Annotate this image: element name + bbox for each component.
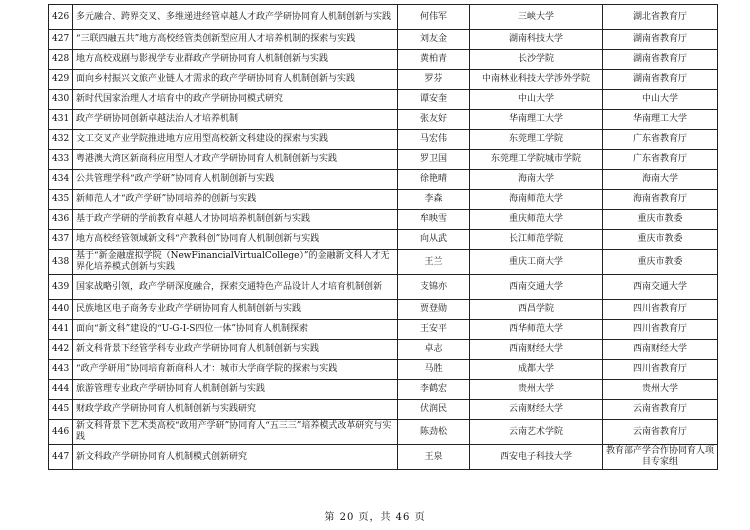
table-row: [49, 230, 718, 250]
institution-name: 海南师范大学: [470, 190, 603, 210]
table-row: [49, 50, 718, 70]
project-title: 新师范人才“政产学研”协同培养的创新与实践: [73, 190, 398, 210]
table-row: [49, 210, 718, 230]
table-row: [49, 300, 718, 320]
recommending-department: 教育部产学合作协同育人项目专家组: [603, 445, 718, 470]
project-leader: 牟映雪: [398, 210, 470, 230]
institution-name: 重庆工商大学: [470, 250, 603, 275]
table-row: [49, 380, 718, 400]
project-table-body: [49, 5, 718, 470]
project-leader: 李鹤宏: [398, 380, 470, 400]
project-leader: 王安平: [398, 320, 470, 340]
institution-name: 东莞理工学院: [470, 130, 603, 150]
institution-name: 长江师范学院: [470, 230, 603, 250]
institution-name: 湖南科技大学: [470, 30, 603, 50]
project-leader: 刘友金: [398, 30, 470, 50]
project-leader: 贾登勋: [398, 300, 470, 320]
project-title: 政产学研协同创新卓越法治人才培养机制: [73, 110, 398, 130]
project-title: 财政学政产学研协同育人机制创新与实践研究: [73, 400, 398, 420]
institution-name: 华南理工大学: [470, 110, 603, 130]
table-row: [49, 90, 718, 110]
row-number: 431: [49, 110, 73, 130]
project-leader: 王泉: [398, 445, 470, 470]
recommending-department: 重庆市教委: [603, 230, 718, 250]
project-title: 民族地区电子商务专业政产学研协同育人机制创新与实践: [73, 300, 398, 320]
institution-name: 中山大学: [470, 90, 603, 110]
institution-name: 成都大学: [470, 360, 603, 380]
table-row: [49, 170, 718, 190]
row-number: 443: [49, 360, 73, 380]
recommending-department: 湖南省教育厅: [603, 50, 718, 70]
row-number: 433: [49, 150, 73, 170]
table-row: [49, 130, 718, 150]
institution-name: 重庆师范大学: [470, 210, 603, 230]
table-row: [49, 150, 718, 170]
recommending-department: 四川省教育厅: [603, 360, 718, 380]
recommending-department: 重庆市教委: [603, 210, 718, 230]
project-leader: 王兰: [398, 250, 470, 275]
recommending-department: 四川省教育厅: [603, 320, 718, 340]
recommending-department: 西南财经大学: [603, 340, 718, 360]
table-row: [49, 110, 718, 130]
recommending-department: 湖北省教育厅: [603, 5, 718, 30]
project-leader: 黄柏青: [398, 50, 470, 70]
project-title: 旅游管理专业政产学研协同育人机制创新与实践: [73, 380, 398, 400]
row-number: 436: [49, 210, 73, 230]
row-number: 430: [49, 90, 73, 110]
project-title: 公共管理学科“政产学研”协同育人机制创新与实践: [73, 170, 398, 190]
row-number: 441: [49, 320, 73, 340]
row-number: 446: [49, 420, 73, 445]
table-row: [49, 360, 718, 380]
table-row: [49, 30, 718, 50]
project-title: 基于政产学研的学前教育卓越人才协同培养机制创新与实践: [73, 210, 398, 230]
institution-name: 西南财经大学: [470, 340, 603, 360]
row-number: 442: [49, 340, 73, 360]
institution-name: 三峡大学: [470, 5, 603, 30]
project-title: 新文科背景下经管学科专业政产学研协同育人机制创新与实践: [73, 340, 398, 360]
recommending-department: 广东省教育厅: [603, 150, 718, 170]
institution-name: 长沙学院: [470, 50, 603, 70]
institution-name: 中南林业科技大学涉外学院: [470, 70, 603, 90]
recommending-department: 四川省教育厅: [603, 300, 718, 320]
table-row: [49, 250, 718, 275]
project-title: 粤港澳大湾区新商科应用型人才政产学研协同育人机制创新与实践: [73, 150, 398, 170]
project-leader: 支锦亦: [398, 275, 470, 300]
recommending-department: 重庆市教委: [603, 250, 718, 275]
row-number: 444: [49, 380, 73, 400]
project-title: “三联四融五共”地方高校经管类创新型应用人才培养机制的探索与实践: [73, 30, 398, 50]
project-title: 文工交叉产业学院推进地方应用型高校新文科建设的探索与实践: [73, 130, 398, 150]
row-number: 437: [49, 230, 73, 250]
institution-name: 西昌学院: [470, 300, 603, 320]
project-leader: 向从武: [398, 230, 470, 250]
project-leader: 伏润民: [398, 400, 470, 420]
recommending-department: 中山大学: [603, 90, 718, 110]
table-row: [49, 70, 718, 90]
table-row: [49, 420, 718, 445]
row-number: 432: [49, 130, 73, 150]
project-title: 新文科政产学研协同育人机制模式创新研究: [73, 445, 398, 470]
institution-name: 东莞理工学院城市学院: [470, 150, 603, 170]
project-title: 地方高校经管领域新文科“产教科创”协同育人机制创新与实践: [73, 230, 398, 250]
institution-name: 西安电子科技大学: [470, 445, 603, 470]
recommending-department: 湖南省教育厅: [603, 70, 718, 90]
institution-name: 海南大学: [470, 170, 603, 190]
recommending-department: 西南交通大学: [603, 275, 718, 300]
recommending-department: 海南大学: [603, 170, 718, 190]
project-leader: 罗芬: [398, 70, 470, 90]
project-title: 国家战略引领，政产学研深度融合，探索交通特色产品设计人才培育机制创新: [73, 275, 398, 300]
row-number: 438: [49, 250, 73, 275]
project-title: 新时代国家治理人才培育中的政产学研协同模式研究: [73, 90, 398, 110]
project-leader: 谭安奎: [398, 90, 470, 110]
row-number: 429: [49, 70, 73, 90]
project-leader: 马宏伟: [398, 130, 470, 150]
project-leader: 张友好: [398, 110, 470, 130]
row-number: 439: [49, 275, 73, 300]
table-row: [49, 5, 718, 30]
project-table: [48, 4, 718, 470]
project-leader: 徐艳晴: [398, 170, 470, 190]
row-number: 435: [49, 190, 73, 210]
project-leader: 马胜: [398, 360, 470, 380]
project-leader: 罗卫国: [398, 150, 470, 170]
table-row: [49, 190, 718, 210]
recommending-department: 海南省教育厅: [603, 190, 718, 210]
recommending-department: 云南省教育厅: [603, 400, 718, 420]
row-number: 426: [49, 5, 73, 30]
table-row: [49, 400, 718, 420]
project-title: 地方高校戏剧与影视学专业群政产学研协同育人机制创新与实践: [73, 50, 398, 70]
row-number: 428: [49, 50, 73, 70]
project-leader: 卓志: [398, 340, 470, 360]
recommending-department: 云南省教育厅: [603, 420, 718, 445]
project-title: 基于“新金融虚拟学院（NewFinancialVirtualCollege）”的金融新文科人才无界化培养模式创新与实践: [73, 250, 398, 275]
project-title: 面向“新文科”建设的“U-G-I-S四位一体”协同育人机制探索: [73, 320, 398, 340]
project-leader: 李森: [398, 190, 470, 210]
recommending-department: 湖南省教育厅: [603, 30, 718, 50]
row-number: 447: [49, 445, 73, 470]
project-title: 面向乡村振兴文旅产业链人才需求的政产学研协同育人机制创新与实践: [73, 70, 398, 90]
recommending-department: 广东省教育厅: [603, 130, 718, 150]
institution-name: 贵州大学: [470, 380, 603, 400]
page-number-footer: 第 20 页，共 46 页: [324, 512, 426, 523]
project-leader: 何伟军: [398, 5, 470, 30]
project-title: “政产学研用”协同培育新商科人才：城市大学商学院的探索与实践: [73, 360, 398, 380]
recommending-department: 贵州大学: [603, 380, 718, 400]
table-row: [49, 445, 718, 470]
project-title: 新文科背景下艺术类高校“政用产学研”协同育人“五三三”培养模式改革研究与实践: [73, 420, 398, 445]
row-number: 445: [49, 400, 73, 420]
row-number: 427: [49, 30, 73, 50]
project-leader: 陈劲松: [398, 420, 470, 445]
table-row: [49, 340, 718, 360]
institution-name: 云南财经大学: [470, 400, 603, 420]
table-row: [49, 275, 718, 300]
institution-name: 西华师范大学: [470, 320, 603, 340]
recommending-department: 华南理工大学: [603, 110, 718, 130]
row-number: 440: [49, 300, 73, 320]
row-number: 434: [49, 170, 73, 190]
institution-name: 西南交通大学: [470, 275, 603, 300]
project-title: 多元融合、跨界交叉、多维递进经管卓越人才政产学研协同育人机制创新与实践: [73, 5, 398, 30]
table-row: [49, 320, 718, 340]
institution-name: 云南艺术学院: [470, 420, 603, 445]
